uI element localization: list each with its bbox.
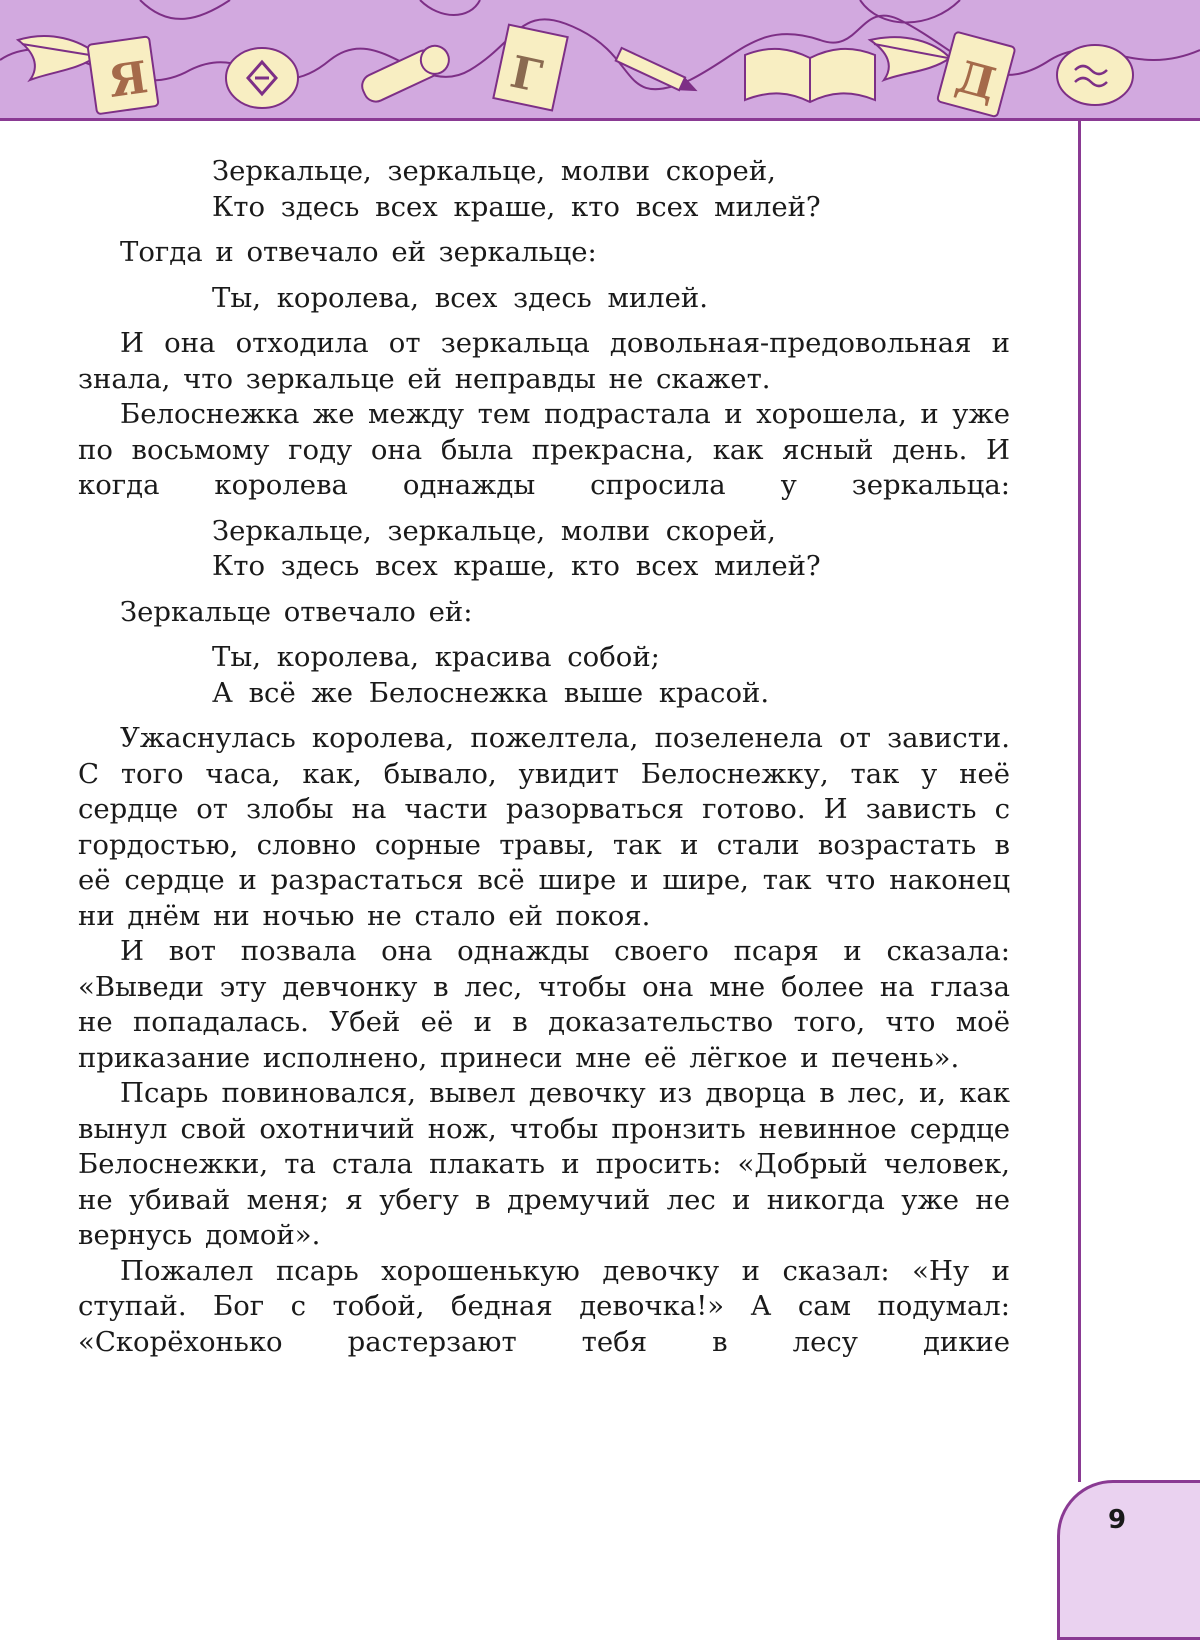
paragraph: Белоснежка же между тем подрастала и хорошела, и уже по восьмому году она была прекрасна, как ясный день. И когда королева однажды спросила у зеркальца: xyxy=(78,398,1010,501)
rune-card-icon xyxy=(226,48,298,108)
verse-line: Ты, королева, красива собой; xyxy=(212,641,660,673)
wave-card-icon xyxy=(1057,45,1133,105)
letter-ya-card-icon xyxy=(87,36,158,114)
page-number-tab xyxy=(1057,1480,1200,1640)
svg-text:Я: Я xyxy=(105,52,151,109)
verse xyxy=(78,640,1010,711)
verse xyxy=(78,154,1010,225)
story-text xyxy=(78,154,1010,1360)
svg-text:Г: Г xyxy=(505,46,547,103)
paragraph: Зеркальце отвечало ей: xyxy=(120,595,473,628)
paragraph: И она отходила от зеркальца довольная-предовольная и знала, что зеркальце ей неправды не скажет. xyxy=(78,327,1010,395)
paragraph: Ужаснулась королева, пожелтела, позеленела от зависти. С того часа, как, бывало, увидит Белоснежку, так у неё сердце от злобы на части разорваться готово. И зависть с гордостью, словно сорные травы, так и стали возрастать в её сердце и разрастаться всё шире и шире, так что наконец ни днём ни ночью не стало ей покоя. xyxy=(78,722,1010,932)
open-book-icon xyxy=(745,49,875,102)
paragraph: И вот позвала она однажды своего псаря и сказала: «Выведи эту девчонку в лес, чтобы она мне более на глаза не попадалась. Убей её и в доказательство того, что моё приказание исполнено, принеси мне её лёгкое и печень». xyxy=(78,935,1010,1074)
paragraph: Тогда и отвечало ей зеркальце: xyxy=(120,236,597,268)
letter-d-card-icon xyxy=(937,31,1016,117)
page-number: 9 xyxy=(1107,1505,1127,1535)
header-banner xyxy=(0,0,1200,121)
verse xyxy=(78,514,1010,585)
verse-line: Зеркальце, зеркальце, молви скорей, xyxy=(212,514,776,547)
quill-icon xyxy=(18,36,98,80)
banner-decoration xyxy=(0,0,1200,118)
paragraph: Пожалел псарь хорошенькую девочку и сказал: «Ну и ступай. Бог с тобой, бедная девочка!» А сам подумал: «Скорёхонько растерзают тебя в лесу дикие xyxy=(78,1254,1010,1358)
letter-g-book-icon xyxy=(493,25,567,111)
verse-line: Ты, королева, всех здесь милей. xyxy=(212,281,708,314)
margin-rule xyxy=(1078,118,1081,1482)
svg-text:Д: Д xyxy=(950,51,1002,111)
verse-line: Кто здесь всех краше, кто всех милей? xyxy=(212,190,821,223)
verse-line: А всё же Белоснежка выше красой. xyxy=(212,676,770,709)
verse xyxy=(78,281,1010,317)
verse-line: Кто здесь всех краше, кто всех милей? xyxy=(212,550,821,582)
verse-line: Зеркальце, зеркальце, молви скорей, xyxy=(212,155,776,187)
paragraph: Псарь повиновался, вывел девочку из дворца в лес, и, как вынул свой охотничий нож, чтобы пронзить невинное сердце Белоснежки, та стала плакать и просить: «Добрый человек, не убивай меня; я убегу в дремучий лес и никогда уже не вернусь домой». xyxy=(78,1077,1010,1251)
